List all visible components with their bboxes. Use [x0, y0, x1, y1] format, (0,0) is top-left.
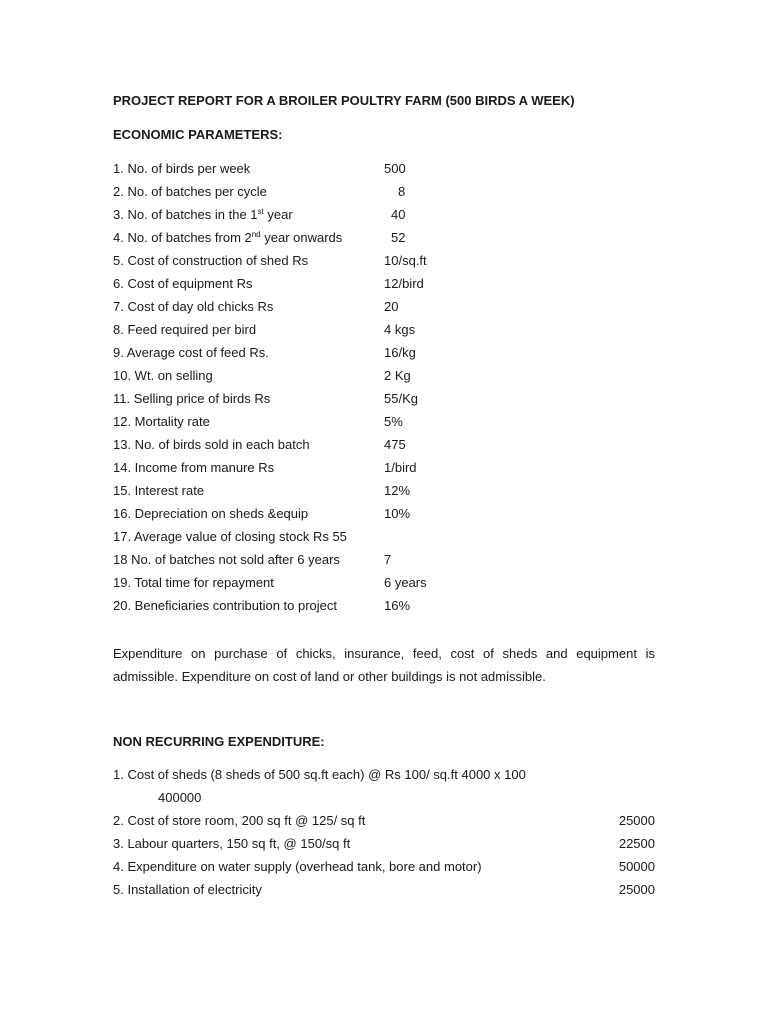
parameter-row [113, 551, 655, 574]
expenditure-row [113, 881, 655, 904]
parameter-value: 7 [384, 552, 392, 567]
parameter-label: 14. Income from manure Rs [113, 460, 275, 475]
document-page [113, 92, 655, 904]
parameter-label: 7. Cost of day old chicks Rs [113, 299, 274, 314]
parameter-value: 2 Kg [384, 368, 411, 383]
expenditure-amount: 25000 [618, 882, 655, 897]
parameter-value: 10/sq.ft [384, 253, 427, 268]
expenditure-sub-amount: 400000 [158, 790, 202, 805]
non-recurring-expenditure-list [113, 766, 655, 904]
expenditure-amount: 25000 [618, 813, 655, 828]
economic-parameters-list [113, 160, 655, 620]
expenditure-row [113, 812, 655, 835]
parameter-value: 1/bird [384, 460, 417, 475]
parameter-label: 1. No. of birds per week [113, 161, 251, 176]
parameter-label: 11. Selling price of birds Rs [113, 391, 271, 406]
expenditure-label: 4. Expenditure on water supply (overhead tank, bore and motor) [113, 859, 482, 874]
parameter-value: 52 [391, 230, 406, 245]
parameter-row [113, 206, 655, 229]
document-title: PROJECT REPORT FOR A BROILER POULTRY FARM (500 BIRDS A WEEK) [113, 93, 575, 108]
parameter-row [113, 505, 655, 528]
parameter-row [113, 528, 655, 551]
parameter-row [113, 482, 655, 505]
admissibility-note: Expenditure on purchase of chicks, insurance, feed, cost of sheds and equipment is admissible. Expenditure on cost of land or other buildings is not admissible. [113, 646, 655, 684]
parameter-value: 12% [384, 483, 411, 498]
parameter-row [113, 597, 655, 620]
parameter-row [113, 160, 655, 183]
parameter-label: 10. Wt. on selling [113, 368, 213, 383]
parameter-label: 5. Cost of construction of shed Rs [113, 253, 309, 268]
parameter-label: 9. Average cost of feed Rs. [113, 345, 269, 360]
parameter-label: 20. Beneficiaries contribution to project [113, 598, 338, 613]
parameter-label: 15. Interest rate [113, 483, 205, 498]
parameter-value: 12/bird [384, 276, 424, 291]
parameter-value: 40 [391, 207, 406, 222]
parameter-value: 475 [384, 437, 406, 452]
parameter-label: 8. Feed required per bird [113, 322, 257, 337]
parameter-row [113, 183, 655, 206]
parameter-row [113, 321, 655, 344]
parameter-row [113, 367, 655, 390]
parameter-row [113, 275, 655, 298]
parameter-label: 3. No. of batches in the 1st year [113, 207, 293, 222]
expenditure-row [113, 835, 655, 858]
parameter-value: 16/kg [384, 345, 416, 360]
expenditure-label: 1. Cost of sheds (8 sheds of 500 sq.ft each) @ Rs 100/ sq.ft 4000 x 100 [113, 767, 526, 782]
expenditure-label: 5. Installation of electricity [113, 882, 262, 897]
parameter-value: 20 [384, 299, 399, 314]
parameter-value: 16% [384, 598, 411, 613]
parameter-row [113, 390, 655, 413]
expenditure-amount: 22500 [618, 836, 655, 851]
parameter-value: 6 years [384, 575, 427, 590]
parameter-row [113, 252, 655, 275]
parameter-value: 5% [384, 414, 403, 429]
parameter-label: 2. No. of batches per cycle [113, 184, 267, 199]
parameter-row [113, 229, 655, 252]
parameter-label: 18 No. of batches not sold after 6 years [113, 552, 340, 567]
expenditure-label: 3. Labour quarters, 150 sq ft, @ 150/sq ft [113, 836, 351, 851]
economic-parameters-heading: ECONOMIC PARAMETERS: [113, 127, 283, 142]
expenditure-amount: 50000 [618, 859, 655, 874]
parameter-value: 10% [384, 506, 411, 521]
parameter-row [113, 344, 655, 367]
parameter-value: 8 [398, 184, 406, 199]
parameter-label: 13. No. of birds sold in each batch [113, 437, 310, 452]
parameter-row [113, 459, 655, 482]
parameter-label: 19. Total time for repayment [113, 575, 274, 590]
parameter-value: 500 [384, 161, 406, 176]
non-recurring-expenditure-heading: NON RECURRING EXPENDITURE: [113, 734, 325, 749]
parameter-label: 17. Average value of closing stock Rs 55 [113, 529, 347, 544]
parameter-value: 4 kgs [384, 322, 416, 337]
parameter-row [113, 574, 655, 597]
parameter-row [113, 298, 655, 321]
expenditure-row [113, 858, 655, 881]
parameter-value: 55/Kg [384, 391, 418, 406]
expenditure-row [113, 766, 655, 812]
parameter-label: 16. Depreciation on sheds &equip [113, 506, 309, 521]
parameter-label: 4. No. of batches from 2nd year onwards [113, 230, 343, 245]
parameter-label: 6. Cost of equipment Rs [113, 276, 253, 291]
parameter-label: 12. Mortality rate [113, 414, 210, 429]
parameter-row [113, 436, 655, 459]
expenditure-label: 2. Cost of store room, 200 sq ft @ 125/ sq ft [113, 813, 366, 828]
parameter-row [113, 413, 655, 436]
